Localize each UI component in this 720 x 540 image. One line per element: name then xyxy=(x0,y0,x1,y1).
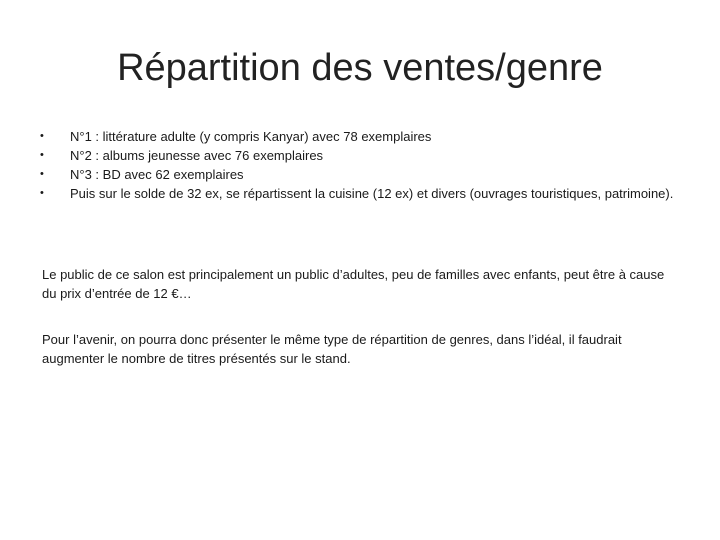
bullet-icon: • xyxy=(40,168,44,180)
bullet-item xyxy=(40,185,680,202)
bullet-text: Puis sur le solde de 32 ex, se répartissent la cuisine (12 ex) et divers (ouvrages touristiques, patrimoine). xyxy=(70,186,674,201)
slide-title: Répartition des ventes/genre xyxy=(117,47,603,89)
bullet-text: N°2 : albums jeunesse avec 76 exemplaires xyxy=(70,148,324,163)
future-paragraph: Pour l’avenir, on pourra donc présenter le même type de répartition de genres, dans l’idéal, il faudrait augmenter le nombre de titres présentés sur le stand. xyxy=(42,332,622,366)
bullet-icon: • xyxy=(40,149,44,161)
bullet-item xyxy=(40,166,680,183)
bullet-icon: • xyxy=(40,130,44,142)
bullet-text: N°1 : littérature adulte (y compris Kanyar) avec 78 exemplaires xyxy=(70,129,432,144)
bullet-text: N°3 : BD avec 62 exemplaires xyxy=(70,167,244,182)
bullet-item xyxy=(40,128,680,145)
audience-paragraph: Le public de ce salon est principalement un public d’adultes, peu de familles avec enfants, peut être à cause du prix d’entrée de 12 €… xyxy=(42,267,665,301)
bullet-icon: • xyxy=(40,187,44,199)
bullet-item xyxy=(40,147,680,164)
bullet-list xyxy=(40,128,680,204)
